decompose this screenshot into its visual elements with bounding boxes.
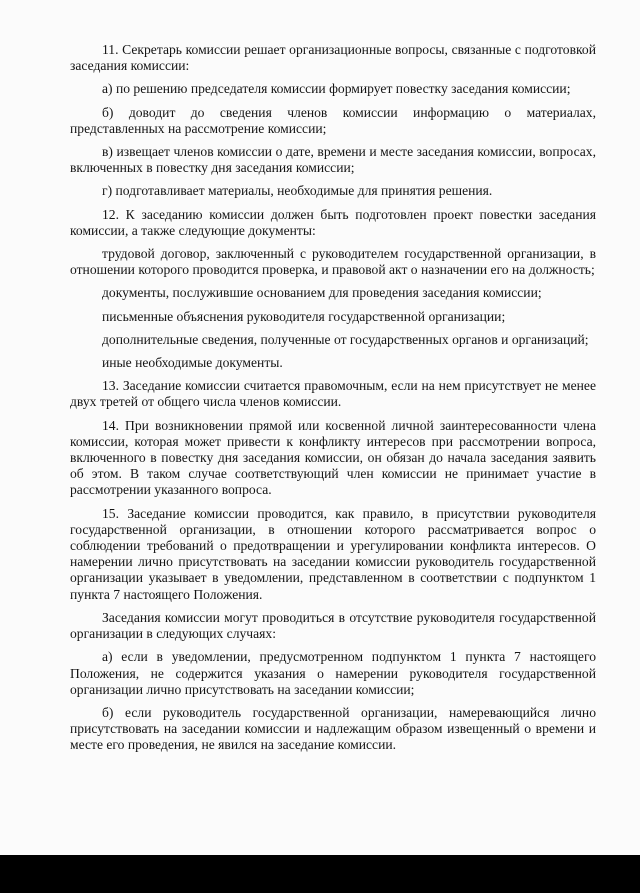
paragraph-13: 13. Заседание комиссии считается правомочным, если на нем присутствует не менее двух третей от общего числа членов комиссии. <box>70 378 596 410</box>
list-item-labor-contract: трудовой договор, заключенный с руководителем государственной организации, в отношении которого проводится проверка, и правовой акт о назначении его на должность; <box>70 246 596 278</box>
list-item-other-documents: иные необходимые документы. <box>102 355 283 371</box>
scan-bottom-border <box>0 855 640 893</box>
paragraph-11a: а) по решению председателя комиссии формирует повестку заседания комиссии; <box>102 81 571 97</box>
paragraph-absence-cases: Заседания комиссии могут проводиться в отсутствие руководителя государственной организации в следующих случаях: <box>70 609 596 642</box>
list-item-basis-documents: документы, послужившие основанием для проведения заседания комиссии; <box>102 285 542 301</box>
paragraph-11g: г) подготавливает материалы, необходимые для принятия решения. <box>102 183 493 199</box>
paragraph-14: 14. При возникновении прямой или косвенной личной заинтересованности члена комиссии, которая может привести к конфликту интересов при рассмотрении вопроса, включенного в повестку дня заседания комиссии, он обязан до начала заседания заявить об этом. В таком случае соответствующий член комиссии не принимает участие в рассмотрении указанного вопроса. <box>70 417 596 498</box>
paragraph-11v: в) извещает членов комиссии о дате, времени и месте заседания комиссии, вопросах, включенных в повестку дня заседания комиссии; <box>70 144 596 176</box>
paragraph-11b: б) доводит до сведения членов комиссии информацию о материалах, представленных на рассмотрение комиссии; <box>70 104 596 136</box>
list-item-explanations: письменные объяснения руководителя государственной организации; <box>102 308 506 324</box>
paragraph-15: 15. Заседание комиссии проводится, как правило, в присутствии руководителя государственной организации, в отношении которого рассматривается вопрос о соблюдении требований о предотвращении и урегулировании конфликта интересов. О намерении лично присутствовать на заседании комиссии руководитель государственной организации указывает в уведомлении, представленном в соответствии с подпунктом 1 пункта 7 настоящего Положения. <box>70 505 596 602</box>
paragraph-12: 12. К заседанию комиссии должен быть подготовлен проект повестки заседания комиссии, а также следующие документы: <box>70 206 596 238</box>
paragraph-11: 11. Секретарь комиссии решает организационные вопросы, связанные с подготовкой заседания комиссии: <box>70 42 596 74</box>
paragraph-absence-b: б) если руководитель государственной организации, намеревающийся лично присутствовать на заседании комиссии и надлежащим образом извещенный о времени и месте его проведения, не явился на заседание комиссии. <box>70 704 596 753</box>
list-item-additional-info: дополнительные сведения, полученные от государственных органов и организаций; <box>102 331 589 347</box>
document-body <box>70 42 596 761</box>
paragraph-absence-a: а) если в уведомлении, предусмотренном подпунктом 1 пункта 7 настоящего Положения, не содержится указания о намерении руководителя государственной организации лично присутствовать на заседании комиссии; <box>70 649 596 697</box>
